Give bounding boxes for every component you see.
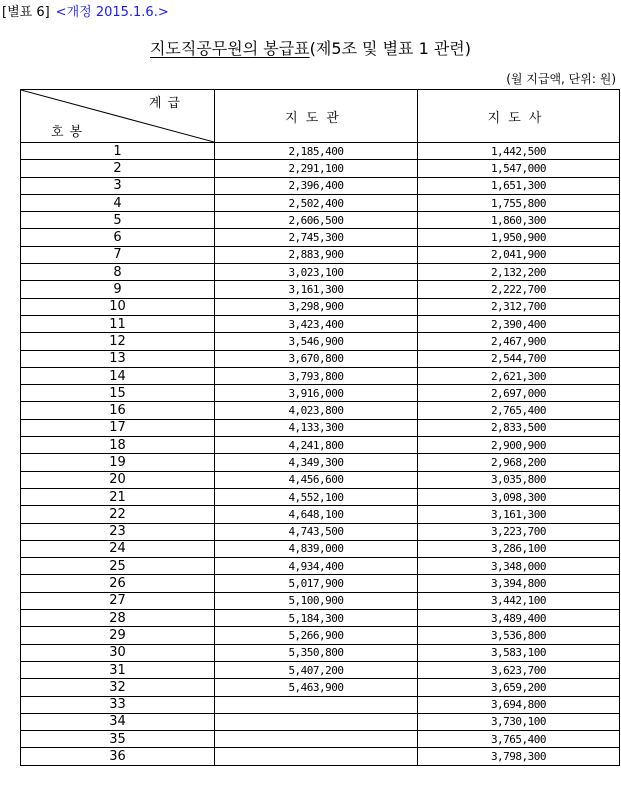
- jidogwan-salary-cell: 3,298,900: [215, 298, 418, 315]
- jidogwan-salary-cell: 2,606,500: [215, 212, 418, 229]
- table-row: [21, 264, 620, 281]
- step-cell: 24: [21, 540, 215, 557]
- jidogwan-salary-cell: 5,350,800: [215, 644, 418, 661]
- jidosa-salary-cell: 3,223,700: [418, 523, 620, 540]
- jidosa-salary-cell: 3,286,100: [418, 540, 620, 557]
- step-cell: 4: [21, 194, 215, 211]
- step-cell: 23: [21, 523, 215, 540]
- jidosa-salary-cell: 3,583,100: [418, 644, 620, 661]
- step-cell: 29: [21, 627, 215, 644]
- step-cell: 16: [21, 402, 215, 419]
- step-cell: 6: [21, 229, 215, 246]
- jidogwan-salary-cell: 4,934,400: [215, 558, 418, 575]
- step-cell: 5: [21, 212, 215, 229]
- salary-table: [20, 89, 620, 766]
- jidosa-salary-cell: 3,035,800: [418, 471, 620, 488]
- jidosa-salary-cell: 3,694,800: [418, 696, 620, 713]
- jidosa-salary-cell: 3,161,300: [418, 506, 620, 523]
- table-row: [21, 177, 620, 194]
- step-cell: 2: [21, 160, 215, 177]
- table-header-row: [21, 90, 620, 143]
- jidogwan-salary-cell: 5,100,900: [215, 592, 418, 609]
- jidosa-salary-cell: 3,098,300: [418, 488, 620, 505]
- appendix-label: [별표 6]: [2, 5, 50, 20]
- step-cell: 27: [21, 592, 215, 609]
- table-row: [21, 592, 620, 609]
- jidosa-salary-cell: 3,489,400: [418, 610, 620, 627]
- jidosa-salary-cell: 3,536,800: [418, 627, 620, 644]
- jidosa-salary-cell: 2,765,400: [418, 402, 620, 419]
- jidogwan-salary-cell: 3,546,900: [215, 333, 418, 350]
- jidosa-salary-cell: 3,659,200: [418, 679, 620, 696]
- step-cell: 31: [21, 661, 215, 678]
- step-cell: 36: [21, 748, 215, 765]
- jidogwan-salary-cell: 4,456,600: [215, 471, 418, 488]
- jidogwan-salary-cell: 5,266,900: [215, 627, 418, 644]
- jidogwan-salary-cell: [215, 713, 418, 730]
- title-suffix: (제5조 및 별표 1 관련): [309, 39, 472, 58]
- title-main: 지도직공무원의 봉급표: [149, 39, 310, 58]
- column-header-jidosa: 지도사: [418, 90, 620, 143]
- jidogwan-salary-cell: 4,349,300: [215, 454, 418, 471]
- jidogwan-salary-cell: [215, 748, 418, 765]
- step-cell: 3: [21, 177, 215, 194]
- step-cell: 11: [21, 315, 215, 332]
- jidosa-salary-cell: 2,697,000: [418, 385, 620, 402]
- jidogwan-salary-cell: [215, 696, 418, 713]
- jidosa-salary-cell: 2,041,900: [418, 246, 620, 263]
- table-row: [21, 471, 620, 488]
- jidogwan-salary-cell: 2,185,400: [215, 143, 418, 160]
- table-row: [21, 610, 620, 627]
- jidogwan-salary-cell: 3,670,800: [215, 350, 418, 367]
- jidogwan-salary-cell: 4,023,800: [215, 402, 418, 419]
- jidogwan-salary-cell: 3,423,400: [215, 315, 418, 332]
- jidosa-salary-cell: 2,968,200: [418, 454, 620, 471]
- table-row: [21, 333, 620, 350]
- jidogwan-salary-cell: 4,241,800: [215, 437, 418, 454]
- jidogwan-salary-cell: 3,161,300: [215, 281, 418, 298]
- jidosa-salary-cell: 3,348,000: [418, 558, 620, 575]
- table-row: [21, 298, 620, 315]
- step-cell: 12: [21, 333, 215, 350]
- table-row: [21, 540, 620, 557]
- table-row: [21, 229, 620, 246]
- step-cell: 35: [21, 731, 215, 748]
- step-cell: 21: [21, 488, 215, 505]
- step-cell: 33: [21, 696, 215, 713]
- table-row: [21, 488, 620, 505]
- step-cell: 10: [21, 298, 215, 315]
- table-row: [21, 143, 620, 160]
- table-row: [21, 160, 620, 177]
- jidogwan-salary-cell: 4,648,100: [215, 506, 418, 523]
- step-cell: 1: [21, 143, 215, 160]
- jidosa-salary-cell: 2,222,700: [418, 281, 620, 298]
- jidosa-salary-cell: 2,390,400: [418, 315, 620, 332]
- table-row: [21, 627, 620, 644]
- jidosa-salary-cell: 3,798,300: [418, 748, 620, 765]
- jidogwan-salary-cell: 4,743,500: [215, 523, 418, 540]
- table-row: [21, 402, 620, 419]
- jidosa-salary-cell: 1,755,800: [418, 194, 620, 211]
- step-cell: 28: [21, 610, 215, 627]
- jidogwan-salary-cell: [215, 731, 418, 748]
- jidosa-salary-cell: 3,394,800: [418, 575, 620, 592]
- step-cell: 34: [21, 713, 215, 730]
- table-row: [21, 419, 620, 436]
- jidosa-salary-cell: 1,651,300: [418, 177, 620, 194]
- jidogwan-salary-cell: 4,839,000: [215, 540, 418, 557]
- table-row: [21, 367, 620, 384]
- table-row: [21, 506, 620, 523]
- jidogwan-salary-cell: 3,023,100: [215, 264, 418, 281]
- jidosa-salary-cell: 3,730,100: [418, 713, 620, 730]
- jidosa-salary-cell: 3,765,400: [418, 731, 620, 748]
- step-cell: 18: [21, 437, 215, 454]
- jidosa-salary-cell: 3,442,100: [418, 592, 620, 609]
- jidosa-salary-cell: 1,547,000: [418, 160, 620, 177]
- step-cell: 14: [21, 367, 215, 384]
- step-cell: 15: [21, 385, 215, 402]
- jidosa-salary-cell: 2,312,700: [418, 298, 620, 315]
- jidosa-salary-cell: 2,467,900: [418, 333, 620, 350]
- step-cell: 32: [21, 679, 215, 696]
- jidogwan-salary-cell: 2,396,400: [215, 177, 418, 194]
- table-row: [21, 523, 620, 540]
- unit-note: (월 지급액, 단위: 원): [506, 72, 616, 86]
- jidosa-salary-cell: 2,132,200: [418, 264, 620, 281]
- jidosa-salary-cell: 1,860,300: [418, 212, 620, 229]
- table-row: [21, 713, 620, 730]
- step-cell: 25: [21, 558, 215, 575]
- jidosa-salary-cell: 2,621,300: [418, 367, 620, 384]
- table-row: [21, 748, 620, 765]
- step-cell: 30: [21, 644, 215, 661]
- jidosa-salary-cell: 3,623,700: [418, 661, 620, 678]
- table-row: [21, 212, 620, 229]
- table-row: [21, 696, 620, 713]
- page-title: [0, 36, 621, 59]
- jidogwan-salary-cell: 4,133,300: [215, 419, 418, 436]
- jidogwan-salary-cell: 4,552,100: [215, 488, 418, 505]
- corner-header-cell: [21, 90, 215, 143]
- jidogwan-salary-cell: 3,916,000: [215, 385, 418, 402]
- step-cell: 17: [21, 419, 215, 436]
- table-row: [21, 437, 620, 454]
- table-row: [21, 281, 620, 298]
- jidogwan-salary-cell: 2,745,300: [215, 229, 418, 246]
- table-row: [21, 385, 620, 402]
- step-cell: 13: [21, 350, 215, 367]
- table-row: [21, 194, 620, 211]
- jidosa-salary-cell: 2,833,500: [418, 419, 620, 436]
- step-cell: 7: [21, 246, 215, 263]
- step-cell: 19: [21, 454, 215, 471]
- table-row: [21, 350, 620, 367]
- amendment-date: <개정 2015.1.6.>: [55, 5, 169, 20]
- jidosa-salary-cell: 1,950,900: [418, 229, 620, 246]
- jidosa-salary-cell: 1,442,500: [418, 143, 620, 160]
- jidogwan-salary-cell: 5,184,300: [215, 610, 418, 627]
- jidogwan-salary-cell: 3,793,800: [215, 367, 418, 384]
- table-row: [21, 315, 620, 332]
- table-row: [21, 454, 620, 471]
- jidogwan-salary-cell: 5,407,200: [215, 661, 418, 678]
- table-row: [21, 661, 620, 678]
- table-row: [21, 731, 620, 748]
- grade-label: 계급: [148, 96, 186, 111]
- step-cell: 8: [21, 264, 215, 281]
- jidogwan-salary-cell: 2,502,400: [215, 194, 418, 211]
- jidogwan-salary-cell: 5,017,900: [215, 575, 418, 592]
- column-header-jidogwan: 지도관: [215, 90, 418, 143]
- table-row: [21, 558, 620, 575]
- step-cell: 9: [21, 281, 215, 298]
- table-row: [21, 575, 620, 592]
- step-label: 호봉: [51, 125, 89, 140]
- table-row: [21, 246, 620, 263]
- appendix-header: [2, 1, 169, 20]
- table-row: [21, 644, 620, 661]
- jidosa-salary-cell: 2,544,700: [418, 350, 620, 367]
- step-cell: 20: [21, 471, 215, 488]
- jidogwan-salary-cell: 2,883,900: [215, 246, 418, 263]
- jidogwan-salary-cell: 5,463,900: [215, 679, 418, 696]
- step-cell: 22: [21, 506, 215, 523]
- jidogwan-salary-cell: 2,291,100: [215, 160, 418, 177]
- step-cell: 26: [21, 575, 215, 592]
- table-row: [21, 679, 620, 696]
- jidosa-salary-cell: 2,900,900: [418, 437, 620, 454]
